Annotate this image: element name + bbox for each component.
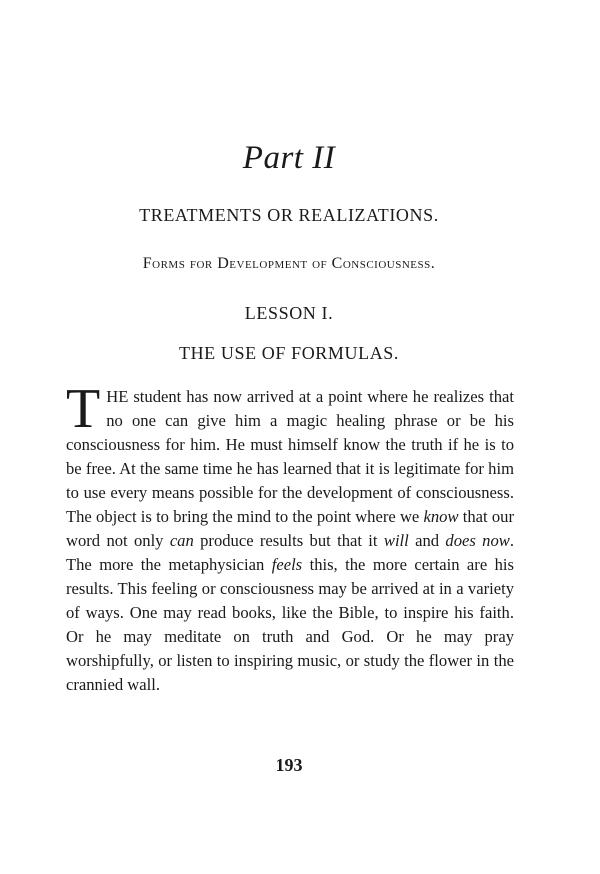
section-heading: THE USE OF FORMULAS. — [178, 343, 400, 363]
emphasis-will: will — [383, 531, 409, 550]
drop-cap: T — [66, 378, 101, 440]
lesson-heading: LESSON I. — [244, 303, 334, 323]
emphasis-can: can — [169, 531, 194, 550]
page-number: 193 — [275, 755, 303, 775]
emphasis-does-now: does now — [445, 531, 510, 550]
text-run: HE student has now arrived at a point where he realizes that no one can give him a magic healing phrase or be his consciousness for him. He must himself know the truth if he is to be free. At the same time he has learned that it is legitimate for him to use every means possible for the development of consciousness. The object is to bring the mind to the point where we — [66, 387, 514, 526]
text-run: this, the more certain are his results. This feeling or consciousness may be arrived at in a variety of ways. One may read books, like the Bible, to inspire his faith. Or he may meditate on truth and God. Or he may pray worshipfully, or listen to inspiring music, or study the flower in the crannied wall. — [66, 555, 514, 694]
emphasis-feels: feels — [271, 555, 303, 574]
forms-heading: Forms for Development of Consciousness. — [142, 255, 436, 272]
text-run: and — [408, 531, 446, 550]
text-run: . The more the metaphysician — [66, 531, 514, 574]
body-paragraph — [66, 378, 514, 697]
part-title: Part II — [242, 140, 336, 176]
text-run: that our word not only — [66, 507, 514, 550]
emphasis-know: know — [423, 507, 459, 526]
text-run: produce results but that it — [193, 531, 384, 550]
treatments-heading: TREATMENTS OR REALIZATIONS. — [139, 205, 439, 225]
